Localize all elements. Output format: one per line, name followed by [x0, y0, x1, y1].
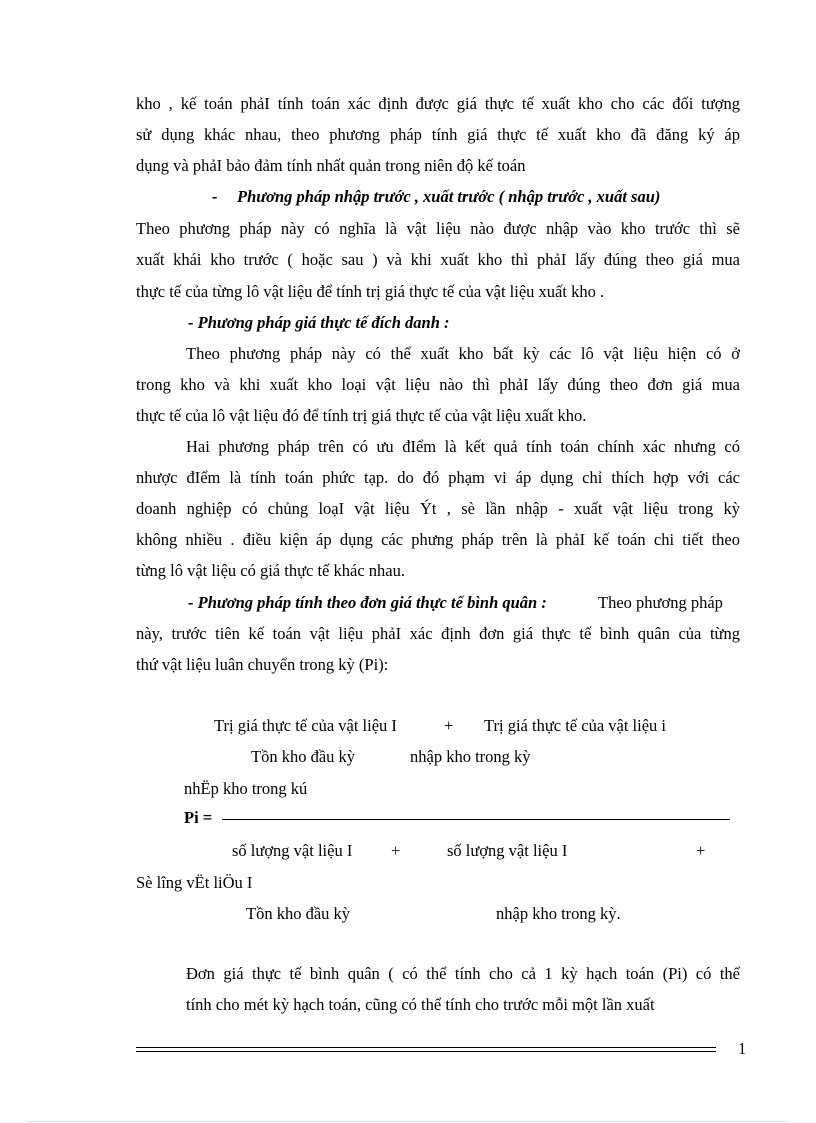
formula-numerator-b: Trị giá thực tế của vật liệu i: [484, 716, 666, 735]
body-text-line: từng lô vật liệu có giá thực tế khác nhau.: [136, 561, 405, 580]
fraction-bar: [222, 819, 730, 820]
body-text-line: thực tế của lô vật liệu đó để tính trị giá thực tế của vật liệu xuất kho.: [136, 406, 587, 425]
formula-denominator-c: Tồn kho đầu kỳ: [246, 904, 351, 923]
formula-garbled-text: Sè lîng vËt liÖu I: [136, 873, 253, 892]
list-dash: -: [212, 187, 218, 206]
body-text-line: thực tế của từng lô vật liệu để tính trị giá thực tế của vật liệu xuất kho .: [136, 282, 605, 301]
body-text-line: Hai phương pháp trên có ưu đIểm là kết quả tính toán chính xác nhưng có: [186, 437, 740, 456]
body-text-line: dụng và phảI bảo đảm tính nhất quản trong niên độ kế toán: [136, 156, 526, 175]
body-text-line: trong kho và khi xuất kho loại vật liệu nào thì phảI lấy đúng theo đơn giá mua: [136, 375, 740, 394]
formula-numerator-a: Trị giá thực tế của vật liệu I: [214, 716, 397, 735]
section-heading-specific: - Phương pháp giá thực tế đích danh :: [188, 313, 450, 332]
body-text-line: doanh nghiệp có chủng loạI vật liệu Ýt , sè lần nhập - xuất vật liệu trong kỳ: [136, 499, 740, 518]
body-text-line: kho , kế toán phảI tính toán xác định được giá thực tế xuất kho cho các đối tượng: [136, 94, 740, 113]
body-text-line: Đơn giá thực tế bình quân ( có thể tính cho cả 1 kỳ hạch toán (Pi) có thể: [186, 964, 740, 983]
body-text-line: Theo phương pháp này có thể xuất kho bất kỳ các lô vật liệu hiện có ở: [186, 344, 740, 363]
formula-denominator-b: số lượng vật liệu I: [447, 841, 568, 860]
formula-numerator-d: nhập kho trong kỳ: [410, 747, 531, 766]
formula-denominator-a: số lượng vật liệu I: [232, 841, 353, 860]
section-heading-fifo: Phương pháp nhập trước , xuất trước ( nhập trước , xuất sau): [237, 187, 661, 206]
formula-plus: +: [696, 841, 706, 860]
body-text-line: Theo phương pháp này có nghĩa là vật liệu nào được nhập vào kho trước thì sẽ: [136, 219, 740, 238]
formula-numerator-c: Tồn kho đầu kỳ: [251, 747, 356, 766]
body-text-line: thứ vật liệu luân chuyển trong kỳ (Pi):: [136, 655, 389, 674]
formula-plus: +: [444, 716, 454, 735]
body-text-line: xuất khái kho trước ( hoặc sau ) và khi xuất kho thì phảI lấy đúng theo giá mua: [136, 250, 740, 269]
formula-garbled-text: nhËp kho trong kú: [184, 779, 308, 798]
formula-denominator-d: nhập kho trong kỳ.: [496, 904, 621, 923]
body-text-line: nhược đIểm là tính toán phức tạp. do đó phạm vi áp dụng chỉ thích hợp với các: [136, 468, 740, 487]
body-text-line: tính cho mét kỳ hạch toán, cũng có thể tính cho trước mỗi một lần xuất: [186, 995, 655, 1014]
section-heading-average: - Phương pháp tính theo đơn giá thực tế bình quân :: [188, 593, 547, 612]
body-text-line: sử dụng khác nhau, theo phương pháp tính giá thực tế xuất kho đã đăng ký áp: [136, 125, 740, 144]
footer-double-rule: [136, 1047, 716, 1052]
page-number: 1: [738, 1039, 747, 1058]
body-text-line: này, trước tiên kế toán vật liệu phảI xác định đơn giá thực tế bình quân của từng: [136, 624, 740, 643]
formula-plus: +: [391, 841, 401, 860]
formula-pi-label: Pi =: [184, 808, 213, 827]
body-text-line: Theo phương pháp: [598, 593, 723, 612]
body-text-line: không nhiều . điều kiện áp dụng các phưng pháp trên là phảI kế toán chi tiết theo: [136, 530, 740, 549]
page-edge-dotted-line: [28, 1121, 788, 1122]
